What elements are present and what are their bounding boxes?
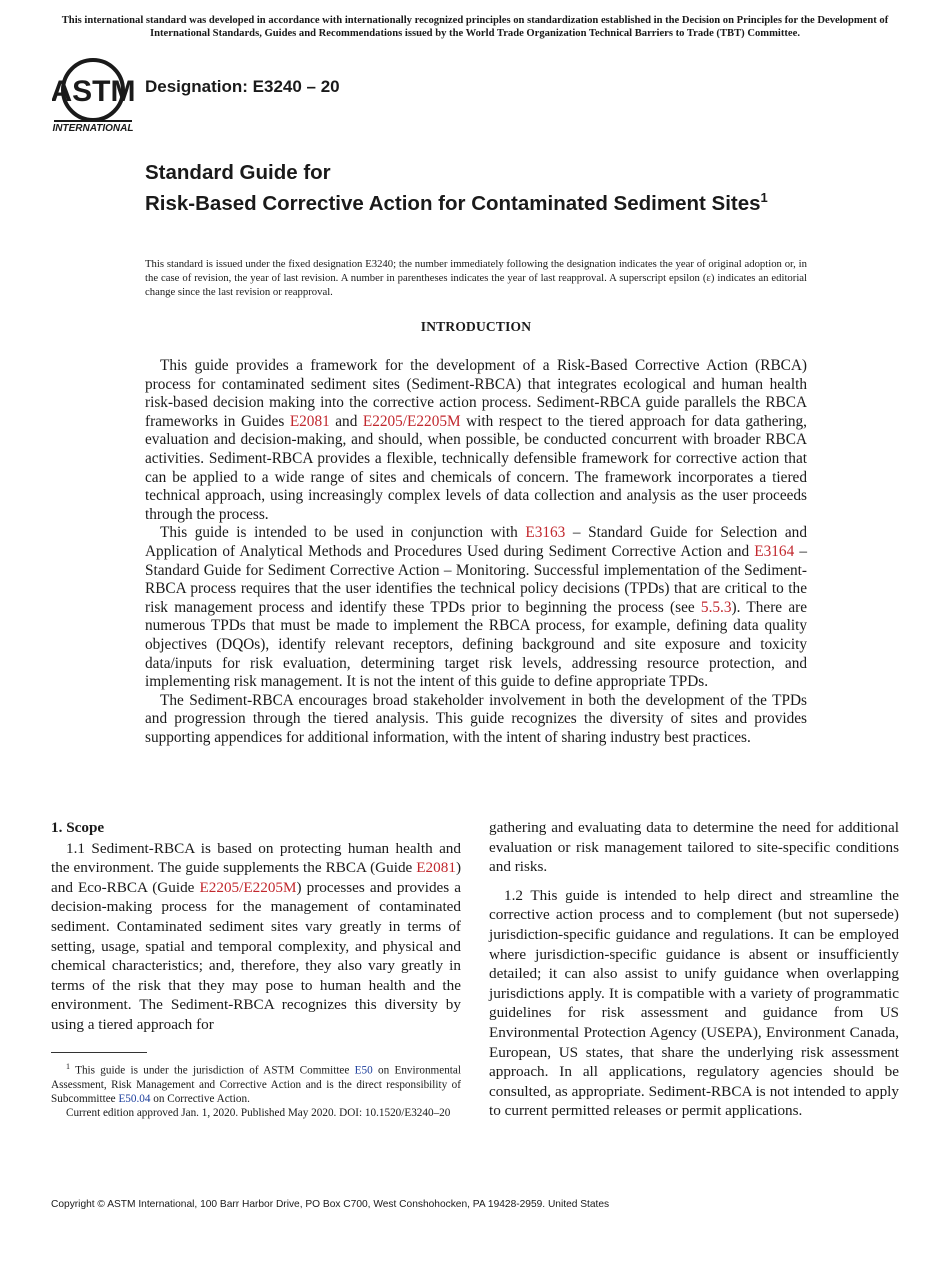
logo-text: ASTM <box>52 75 134 108</box>
wto-notice: This international standard was developed in accordance with internationally recognized principles on standardization established in the Decision on Principles for the Development of International Standards, Guides and Recommendations issued by the World Trade Organization Technical Barriers to Trade (TBT) Committee. <box>61 15 889 39</box>
link-e2081[interactable]: E2081 <box>289 412 330 430</box>
footnote-edition: Current edition approved Jan. 1, 2020. Published May 2020. DOI: 10.1520/E3240–20 <box>66 1106 451 1119</box>
document-title <box>145 160 845 216</box>
astm-logo <box>52 57 134 135</box>
scope-paragraph-1-1-continued: gathering and evaluating data to determine the need for additional evaluation or risk management tailored to site-specific conditions and risks. <box>489 819 899 876</box>
issuance-note: This standard is issued under the fixed designation E3240; the number immediately following the designation indicates the year of original adoption or, in the case of revision, the year of last revision. A number in parentheses indicates the year of last reapproval. A superscript epsilon (ε) indicates an editorial change since the last revision or reapproval. <box>145 258 807 298</box>
link-e50[interactable]: E50 <box>354 1064 373 1077</box>
title-line1: Standard Guide for <box>145 161 331 184</box>
footnote-1: $^1$ This guide is under the jurisdiction of ASTM Committee E50 on Environmental Assessment, Risk Management and Corrective Action and is the direct responsibility of Subcommittee E50.04 on Corrective Action. <box>51 1062 461 1105</box>
link-e50-04[interactable]: E50.04 <box>118 1092 151 1105</box>
logo-subtext: INTERNATIONAL <box>52 123 134 134</box>
scope-heading: 1. Scope <box>51 819 105 836</box>
introduction <box>145 357 807 747</box>
link-e3163[interactable]: E3163 <box>525 524 566 542</box>
title-footnote-mark[interactable]: 1 <box>760 190 768 205</box>
scope-paragraph-1-2: 1.2 This guide is intended to help direct and streamline the corrective action process and to complement (but not supersede) jurisdiction-specific guidance and regulations. It can be employed where jurisdiction-specific guidance is absent or insufficiently detailed; it can also assist to unify guidance when overlapping jurisdictions apply. It is compatible with a variety of programmatic guidelines for risk assessment and guidance from US Environmental Protection Agency (USEPA), Environment Canada, European, US states, that share the underlying risk assessment approach. In all applications, regulatory agencies should be consulted, as appropriate. Sediment-RBCA is not intended to apply to current permitted releases or permit applications. <box>489 886 899 1120</box>
footnotes <box>51 1060 461 1120</box>
link-e2205-scope[interactable]: E2205/E2205M <box>199 878 297 896</box>
intro-paragraph-1: This guide provides a framework for the development of a Risk-Based Corrective Action (RBCA) process for contaminated sediment sites (Sediment-RBCA) that integrates ecological and human health risk-based decision making into the corrective action process. Sediment-RBCA guide parallels the RBCA frameworks in Guides E2081 and E2205/E2205M with respect to the tiered approach for data gathering, evaluation and decision-making, and should, when possible, be conducted concurrent with broader RBCA activities. Sediment-RBCA provides a flexible, technically defensible framework for corrective action that can be applied to a wide range of sites and chemicals of concern. The framework incorporates a tiered technical approach, using increasingly complex levels of data collection and analysis as the user proceeds through the process. <box>145 357 807 523</box>
right-column <box>489 818 899 1121</box>
left-column <box>51 818 461 1035</box>
intro-paragraph-2: This guide is intended to be used in conjunction with E3163 – Standard Guide for Selection and Application of Analytical Methods and Procedures Used during Sediment Corrective Action and E3164 – Standard Guide for Sediment Corrective Action – Monitoring. Successful implementation of the Sediment-RBCA process requires that the user identifies the technical policy decisions (TPDs) that are critical to the risk management process and identify these TPDs prior to beginning the process (see 5.5.3). There are numerous TPDs that must be made to implement the RBCA process, for example, defining data quality objectives (DQOs), identify relevant receptors, defining background and site exposure and toxicity data/inputs for risk evaluation, determining target risk levels, addressing resource protection, and implementing risk management. It is not the intent of this guide to define appropriate TPDs. <box>145 524 807 691</box>
link-e3164[interactable]: E3164 <box>754 542 795 560</box>
link-e2205[interactable]: E2205/E2205M <box>362 412 461 430</box>
scope-paragraph-1-1: 1.1 Sediment-RBCA is based on protecting human health and the environment. The guide supplements the RBCA (Guide E2081) and Eco-RBCA (Guide E2205/E2205M) processes and provides a decision-making process for the management of contaminated sediment. Contaminated sediment sites vary greatly in terms of setting, usage, spatial and temporal complexity, and physical and chemical characteristics; and, therefore, they also vary greatly in terms of the risk that they may pose to human health and the environment. The Sediment-RBCA recognizes this diversity by using a tiered approach for <box>51 839 461 1033</box>
footnote-divider <box>51 1052 147 1053</box>
designation: Designation: E3240 – 20 <box>145 77 340 96</box>
copyright-notice: Copyright © ASTM International, 100 Barr Harbor Drive, PO Box C700, West Conshohocken, PA 19428-2959. United States <box>51 1199 610 1210</box>
introduction-heading: INTRODUCTION <box>420 319 532 334</box>
title-line2: Risk-Based Corrective Action for Contaminated Sediment Sites$^1$ <box>145 190 768 215</box>
link-section-5-5-3[interactable]: 5.5.3 <box>700 598 732 616</box>
link-e2081-scope[interactable]: E2081 <box>416 859 456 877</box>
intro-paragraph-3: The Sediment-RBCA encourages broad stakeholder involvement in both the development of the TPDs and progression through the tiered analysis. This guide recognizes the diversity of sites and provides supporting appendices for additional information, with the intent of sharing industry best practices. <box>145 691 807 746</box>
